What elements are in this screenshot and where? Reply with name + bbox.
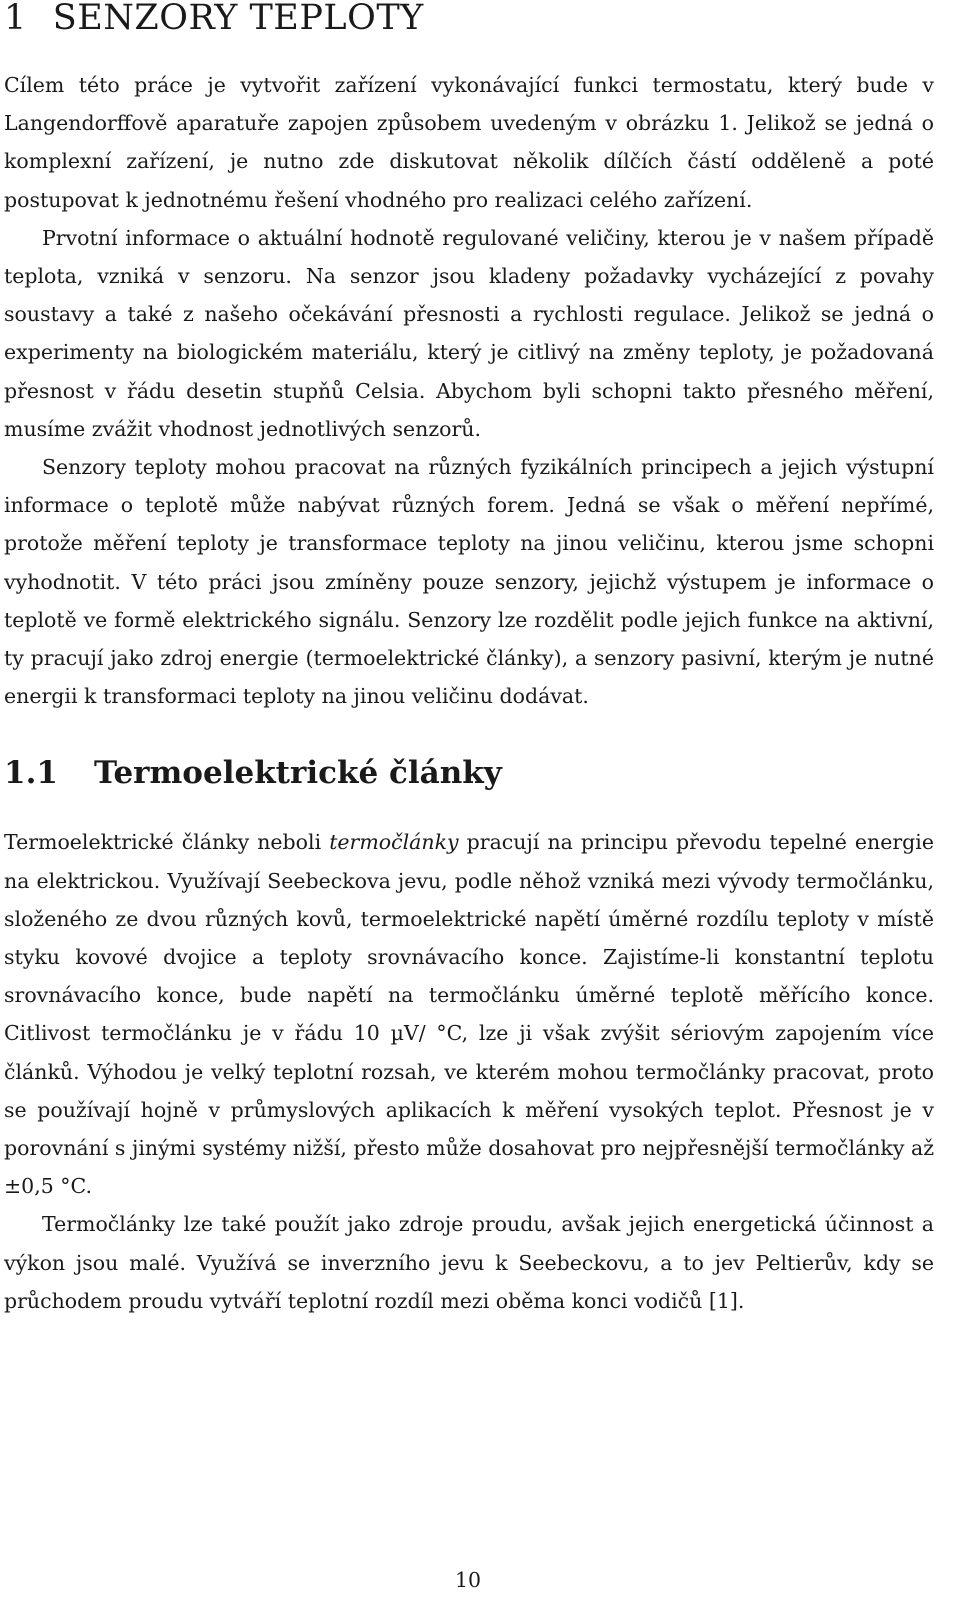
paragraph-thermocouples-start: Termoelektrické články neboli	[4, 830, 330, 855]
section-title	[4, 753, 934, 793]
term-emphasis: termočlánky	[329, 830, 459, 855]
chapter-title-text: SENZORY TEPLOTY	[52, 0, 424, 38]
section-number: 1.1	[4, 755, 58, 792]
chapter-number: 1	[4, 0, 27, 38]
paragraph-intro: Cílem této práce je vytvořit zařízení vykonávající funkci termostatu, který bude v Langendorffově aparatuře zapojen způsobem uvedeným v obrázku 1. Jelikož se jedná o komplexní zařízení, je nutno zde diskutovat několik dílčích částí odděleně a poté postupovat k jednotnému řešení vhodného pro realizaci celého zařízení.	[4, 73, 934, 212]
document-page	[4, 0, 934, 1320]
page-number: 10	[454, 1568, 482, 1592]
paragraph-peltier: Termočlánky lze také použít jako zdroje proudu, avšak jejich energetická účinnost a výkon jsou malé. Využívá se inverzního jevu k Seebeckovu, a to jev Peltierův, kdy se průchodem proudu vytváří teplotní rozdíl mezi oběma konci vodičů [1].	[4, 1212, 934, 1313]
paragraph-thermocouples-rest: pracují na principu převodu tepelné energie na elektrickou. Využívají Seebeckova jevu, podle něhož vzniká mezi vývody termočlánku, složeného ze dvou různých kovů, termoelektrické napětí úměrné rozdílu teploty v místě styku kovové dvojice a teploty srovnávacího konce. Zajistíme-li konstantní teplotu srovnávacího konce, bude napětí na termočlánku úměrné teplotě měřícího konce. Citlivost termočlánku je v řádu 10 µV/ °C, lze ji však zvýšit sériovým zapojením více článků. Výhodou je velký teplotní rozsah, ve kterém mohou termočlánky pracovat, proto se používají hojně v průmyslových aplikacích k měření vysokých teplot. Přesnost je v porovnání s jinými systémy nižší, přesto může dosahovat pro nejpřesnější termočlánky až ±0,5 °C.	[4, 830, 934, 1199]
paragraph-sensor-types: Senzory teploty mohou pracovat na různých fyzikálních principech a jejich výstupní informace o teplotě může nabývat různých forem. Jedná se však o měření nepřímé, protože měření teploty je transformace teploty na jinou veličinu, kterou jsme schopni vyhodnotit. V této práci jsou zmíněny pouze senzory, jejichž výstupem je informace o teplotě ve formě elektrického signálu. Senzory lze rozdělit podle jejich funkce na aktivní, ty pracují jako zdroj energie (termoelektrické články), a senzory pasivní, kterým je nutné energii k transformaci teploty na jinou veličinu dodávat.	[4, 455, 934, 709]
section-title-text: Termoelektrické články	[93, 755, 502, 792]
chapter-title	[4, 0, 934, 36]
paragraph-sensor-requirements: Prvotní informace o aktuální hodnotě regulované veličiny, kterou je v našem případě teplota, vzniká v senzoru. Na senzor jsou kladeny požadavky vycházející z povahy soustavy a také z našeho očekávání přesnosti a rychlosti regulace. Jelikož se jedná o experimenty na biologickém materiálu, který je citlivý na změny teploty, je požadovaná přesnost v řádu desetin stupňů Celsia. Abychom byli schopni takto přesného měření, musíme zvážit vhodnost jednotlivých senzorů.	[4, 225, 934, 441]
paragraph-thermocouples	[4, 823, 934, 1205]
